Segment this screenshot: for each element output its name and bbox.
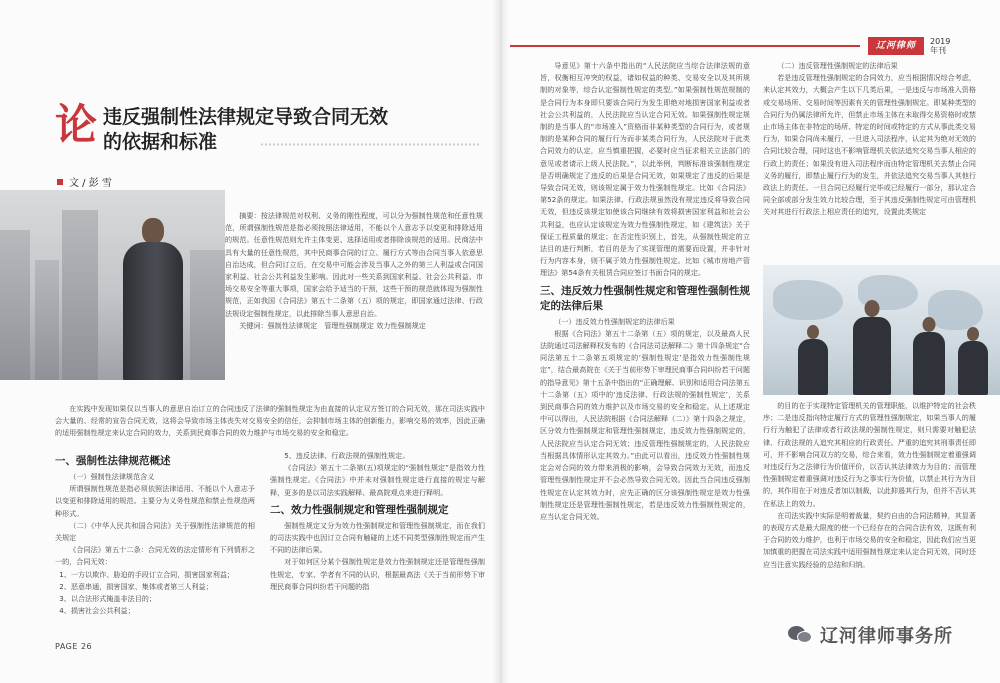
issue-label: 年刊 — [930, 46, 946, 55]
paragraph: 5、违反法律、行政法规的强制性规定。 — [284, 451, 410, 460]
wechat-bubble-small — [797, 631, 812, 643]
wechat-icon — [788, 624, 814, 646]
keywords: 关键词：强制性法律规定 管理性强制规定 效力性强制规定 — [239, 320, 426, 330]
person-figure — [853, 300, 891, 395]
paragraph: 根据《合同法》第五十二条第（五）项的规定，以及最高人民法院通过司法解释权发布的《合同法司法解释二》第十四条规定“合同法第五十二条第五项规定的‘强制性规定’是指效力性强制性规定”，结合最高院在《关于当前形势下审理民商事合同纠纷若干问题的指导意见》第十五条中指出的“正确理解、识别和适用合同法第五十二条第（五）项中的‘违反法律、行政法规的强制性规定’，关系到民商事合同的效力维护以及市场交易的安全和稳定。从上述规定中可以得出，人民法院根据《合同法解释（二）》第十四条之规定，区分效力性强制规定和管理性强制规定，违反效力性强制规定的，人民法院应当认定合同无效；违反管理性强制规定的，人民法院应当根据具体情形认定其效力。”由此可以看出，违反效力性强制性规定会对合同的效力带来消极的影响，会导致合同效力无效，而违反管理性强制性规定并不会必然导致合同无效。因此当合同违反强制性规定在认定其效力时，应先正确的区分该强制性规定是效力性强制性规定还是管理性强制性规定，若是违反效力性强制性规定的，应当认定合同无效。 — [540, 328, 750, 521]
list-item: 2、恶意串通，损害国家、集体或者第三人利益； — [59, 581, 213, 591]
person-figure — [798, 325, 828, 395]
header-rule — [510, 45, 860, 47]
page-number: PAGE 26 — [55, 642, 93, 651]
author: 文 / 彭 雪 — [69, 178, 112, 189]
paragraph: 的目的在于实现特定管理机关的管理职能，以维护特定的社会秩序；二是违反指向特定履行方式的管理性强制规定，如果当事人的履行行为触犯了法律或者行政法规的强制性规定，则只需要对触犯法律、行政法规的人追究其相应的行政责任。严重的追究其刑事责任即可，并不影响合同双方的交易，综合来看，效力性强制规定着重强调对违反行为之法律行为价值评价，以否认其法律效力为目的；而管理性强制规定着重强调对违反行为之事实行为价值，以禁止其行为为目的，其作用在于对违反者加以制裁，以此抑遏其行为，但并不否认其在私法上的效力。 — [763, 401, 976, 508]
left-column-2 — [270, 450, 485, 593]
right-column-2 — [763, 60, 976, 219]
right-column-1 — [540, 60, 750, 523]
list-item: 1、一方以欺诈、胁迫的手段订立合同，损害国家利益； — [59, 569, 235, 579]
person-figure — [913, 317, 945, 395]
abstract-text: 摘要：按法律规范对权利、义务的刚性程度，可以分为强制性规范和任意性规范，所谓强制性规范是指必须按照法律适用，不能以个人意志予以变更和排除适用的规范。任意性规范则允许主体变更、选择适用或者排除该规范的适用。民商法中具有大量的任意性规范，其中民商事合同的订立、履行方式等由合同当事人依意思自治达成，但合同订立后，在交易中可能会涉及当事人之外的第三人利益或合同国家利益、社会公共利益发生影响。因此对一些关系到国家利益、社会公共利益、市场交易安全等重大事项，国家会给予适当的干预，这些干预的规范就体现为强制性规范，正如我国《合同法》第五十二条第（五）项的规定，即国家通过法律、行政法规设定强制性规定，以此排除当事人意思自治。 — [225, 211, 483, 318]
byline — [57, 174, 112, 189]
list-item: 4、损害社会公共利益； — [59, 606, 135, 616]
figure-body — [123, 242, 183, 380]
person-figure — [958, 327, 988, 395]
person-body — [853, 317, 891, 395]
paragraph: 在司法实践中实际是明着裁量，契约自由的合同法精神，其显著的表现方式是最大限度的使一个已经存在的合同合法有效，这既有利于合同的效力维护，也利于市场交易的安全和稳定，因此我们应当更加慎重的把握在司法实践中适用强制性规定来认定合同无效，同时还应当注意实践经验的总结和归纳。 — [763, 510, 976, 569]
article-title-line1: 违反强制性法律规定导致合同无效 — [103, 106, 389, 128]
paragraph: 若是违反管理性强制规定的合同效力，应当根据情况综合考虑，来认定其效力，大概会产生以下几类后果，一是违反与市场准入资格或交易场所、交易时间等因素有关的管理性强制规定。即某种类型的合同行为仍属法律所允许，但禁止市场主体在未取得交易资格时或禁止市场主体在非特定的场所、特定的时间或特定的方式从事此类交易行为，如果合同尚未履行，一旦进入司法程序，认定其为绝对无效的合同比较合理，同时这也不影响管理机关依法追究交易当事人相应的行政上的责任；如果没有进入司法程序而由特定管理机关去禁止合同义务的履行，即禁止履行行为的发生，并依法追究交易当事人其他行政法上的责任。一旦合同已经履行完毕或已经履行一部分，那认定合同全部或部分发生效力比较合理，至于其违反强制性规定可由管理机关对其进行行政法上相应责任的追究，设置此类规定 — [763, 73, 976, 217]
byline-marker — [57, 179, 63, 185]
intro-paragraph: 在实践中发现如果仅以当事人的意思自治订立的合同违反了法律的强制性规定为由直接的认定双方签订的合同无效，那在司法实践中会大量的、经常的宣告合同无效，这将会导致市场主体丧失对交易安全的信任，会抑制市场主体的创新能力，影响交易的效率，因此正确的适用强制性规定来认定合同的效力，关系到民商事合同的效力维护与市场交易的安全和稳定。 — [55, 404, 485, 438]
abstract-block — [225, 210, 483, 370]
section-heading-1: 一、强制性法律规范概述 — [55, 455, 171, 467]
person-body — [913, 332, 945, 395]
issue-year: 2019 — [930, 37, 951, 46]
title-initial: 论 — [55, 100, 98, 149]
person-head — [967, 327, 979, 341]
right-column-3 — [763, 400, 976, 571]
figure-head — [142, 218, 164, 244]
person-body — [798, 339, 828, 395]
building-shape — [0, 230, 30, 380]
building-shape — [190, 250, 225, 380]
journal-issue — [930, 37, 950, 55]
person-head — [923, 317, 936, 332]
watermark-text: 辽河律师事务所 — [820, 626, 953, 647]
paragraph: 《合同法》第五十二条第(五)项规定的“强制性规定”是指效力性强制性规定。《合同法》中并未对强制性规定进行直接的规定与解释，更多的是以司法实践解释、最高院观点来进行释明。 — [270, 463, 485, 497]
subheading: （二）违反管理性强制规定的法律后果 — [777, 61, 898, 70]
subheading: （一）强制性法律规范含义 — [69, 472, 155, 481]
person-body — [958, 341, 988, 395]
journal-badge: 辽河律师 — [868, 37, 924, 55]
paragraph: 导意见》第十六条中指出的“人民法院应当综合法律法规的意旨，权衡相互冲突的权益，诸如权益的种类、交易安全以及其所规制的对象等，综合认定强制性规定的类型。”如果强制性规范规制的是合同行为本身即只要该合同行为发生即绝对地损害国家利益或者社会公共利益的，人民法院应当认定合同无效。如果强制性规定规制的是当事人的“市场准入”资格而非某种类型的合同行为，或者规制的是某种合同的履行行为而非某类合同行为，人民法院对于此类合同效力的认定，应当慎重把握，必要时应当征求相关立法部门的意见或者请示上级人民法院。”，以此举例，判断标准该强制性规定是否明确规定了违反的后果是合同无效，如果规定了违反的后果是导致合同无效，则该规定属于效力性强制性规定。比如《合同法》第52条的规定。如果法律、行政法规虽然没有规定违反将导致合同无效，但违反该规定如使该合同继续有效将损害国家利益和社会公共利益，也应认定该规定为效力性强制性规定，如《建筑法》关于保证工程质量的规定；在否定性识别上，首先，从强制性规定的立法目的进行判断，若目的是为了实现管理的需要而设置，并非针对行为内容本身，则不属于效力性强制性规定。比如《城市房地产管理法》第54条有关租赁合同应签订书面合同的规定。 — [540, 61, 750, 278]
section-heading-3: 三、违反效力性强制性规定和管理性强制性规定的法律后果 — [540, 284, 750, 312]
page-gutter — [492, 0, 510, 683]
businessman-photo — [0, 190, 225, 380]
section-heading-2: 二、效力性强制规定和管理性强制规定 — [270, 503, 449, 516]
paragraph: 强制性规定又分为效力性强制规定和管理性强制规定，而在我们的司法实践中也因订立合同有触碰的上述不同类型强制性规定而产生不同的法律后果。 — [270, 520, 485, 555]
watermark — [788, 622, 953, 648]
subheading: （一）违反效力性强制规定的法律后果 — [554, 316, 675, 326]
world-map-shape — [773, 280, 843, 320]
paragraph: 对于如何区分某个强制性规定是效力性强制规定还是管理性强制性规定，专家、学者有不同的认识，根据最高法《关于当前形势下审理民商事合同纠纷若干问题的指 — [270, 557, 485, 591]
paragraph: 所谓强制性规范是指必须依照法律适用、不能以个人意志予以变更和排除适用的规范。主要分为义务性规范和禁止性规范两种形式。 — [55, 484, 255, 518]
businessman-figure — [118, 218, 188, 380]
title-dotted-rule — [260, 143, 480, 146]
article-title-line2: 的依据和标准 — [103, 131, 218, 153]
person-head — [807, 325, 819, 339]
building-shape — [35, 260, 59, 380]
business-meeting-photo — [763, 265, 1000, 395]
paragraph: 《合同法》第五十二条：合同无效的法定情形有下列情形之一的，合同无效： — [55, 545, 255, 567]
building-shape — [62, 210, 98, 380]
person-head — [865, 300, 880, 317]
list-item: 3、以合法形式掩盖非法目的； — [59, 594, 156, 604]
subheading: （二）《中华人民共和国合同法》关于强制性法律规范的相关规定 — [55, 520, 255, 543]
left-column-1 — [55, 450, 255, 617]
